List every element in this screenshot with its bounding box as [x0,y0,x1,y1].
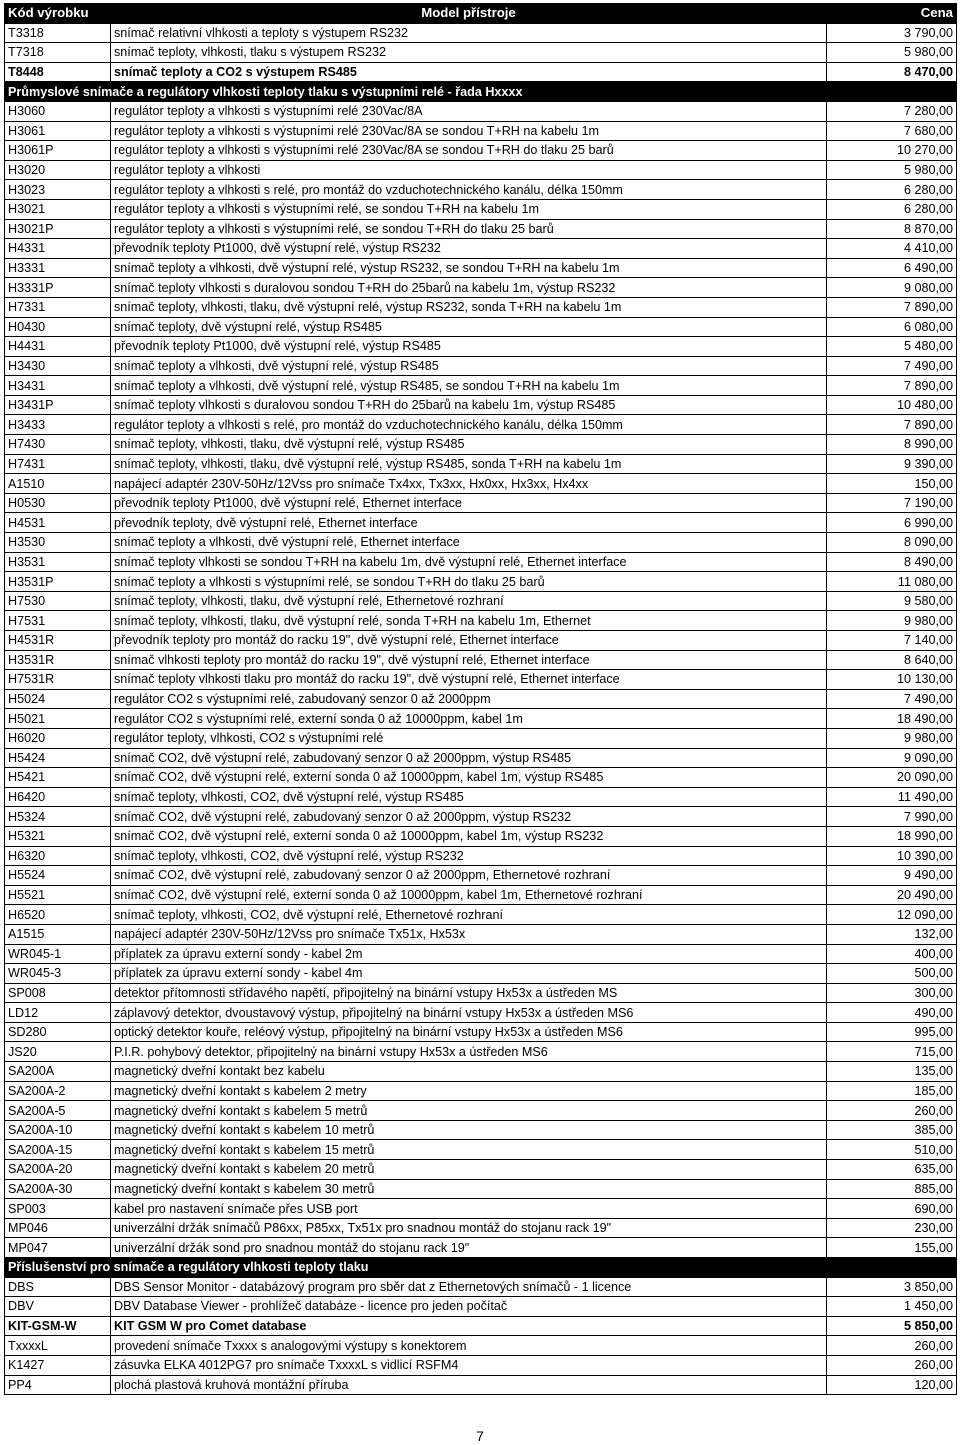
product-price: 120,00 [827,1375,957,1395]
product-description: snímač teploty, vlhkosti, CO2, dvě výstupní relé, výstup RS485 [111,787,827,807]
product-price: 400,00 [827,944,957,964]
product-description: magnetický dveřní kontakt s kabelem 15 metrů [111,1140,827,1160]
table-row [5,376,957,396]
product-code: H5321 [5,826,111,846]
product-code: PP4 [5,1375,111,1395]
product-code: H6320 [5,846,111,866]
product-description: KIT GSM W pro Comet database [111,1316,827,1336]
product-description: snímač teploty a vlhkosti, dvě výstupní relé, výstup RS232, se sondou T+RH na kabelu 1m [111,258,827,278]
product-code: H3020 [5,160,111,180]
product-code: DBS [5,1277,111,1297]
product-price: 8 490,00 [827,552,957,572]
product-description: regulátor CO2 s výstupními relé, zabudovaný senzor 0 až 2000ppm [111,689,827,709]
product-description: převodník teploty, dvě výstupní relé, Ethernet interface [111,513,827,533]
product-code: SA200A-20 [5,1160,111,1180]
table-row [5,219,957,239]
product-price: 135,00 [827,1062,957,1082]
product-code: H5421 [5,768,111,788]
product-description: regulátor teploty a vlhkosti s výstupními relé, se sondou T+RH na kabelu 1m [111,199,827,219]
product-description: snímač teploty vlhkosti se sondou T+RH na kabelu 1m, dvě výstupní relé, Ethernet interface [111,552,827,572]
product-description: magnetický dveřní kontakt s kabelem 20 metrů [111,1160,827,1180]
product-code: T3318 [5,23,111,43]
table-row [5,160,957,180]
product-price: 11 080,00 [827,572,957,592]
product-description: snímač CO2, dvě výstupní relé, zabudovaný senzor 0 až 2000ppm, výstup RS485 [111,748,827,768]
product-code: H3431 [5,376,111,396]
product-code: H7331 [5,297,111,317]
table-row [5,1336,957,1356]
product-code: H6420 [5,787,111,807]
product-code: SD280 [5,1022,111,1042]
product-price: 18 490,00 [827,709,957,729]
product-code: H6520 [5,905,111,925]
page-number: 7 [476,1428,484,1444]
product-description: snímač teploty vlhkosti tlaku pro montáž do racku 19", dvě výstupní relé, Ethernet interface [111,670,827,690]
product-price: 10 480,00 [827,395,957,415]
product-code: SA200A-2 [5,1081,111,1101]
product-description: regulátor teploty a vlhkosti s relé, pro montáž do vzduchotechnického kanálu, délka 150mm [111,180,827,200]
product-price: 12 090,00 [827,905,957,925]
product-code: DBV [5,1297,111,1317]
product-price: 8 640,00 [827,650,957,670]
table-row [5,826,957,846]
product-code: H3531R [5,650,111,670]
product-code: H7530 [5,591,111,611]
price-list-table [4,3,957,1395]
table-row [5,435,957,455]
product-code: SA200A [5,1062,111,1082]
product-description: regulátor teploty a vlhkosti s výstupními relé 230Vac/8A [111,101,827,121]
product-price: 5 980,00 [827,43,957,63]
table-row [5,728,957,748]
table-row [5,787,957,807]
product-code: H3531P [5,572,111,592]
product-description: regulátor teploty a vlhkosti s výstupními relé 230Vac/8A se sondou T+RH do tlaku 25 barů [111,141,827,161]
product-description: snímač CO2, dvě výstupní relé, externí sonda 0 až 10000ppm, kabel 1m, výstup RS485 [111,768,827,788]
product-code: H7531R [5,670,111,690]
product-description: magnetický dveřní kontakt s kabelem 30 metrů [111,1179,827,1199]
table-row [5,1277,957,1297]
product-code: H3060 [5,101,111,121]
product-code: KIT-GSM-W [5,1316,111,1336]
product-price: 5 850,00 [827,1316,957,1336]
product-description: napájecí adaptér 230V-50Hz/12Vss pro snímače Tx51x, Hx53x [111,924,827,944]
product-description: magnetický dveřní kontakt s kabelem 5 metrů [111,1101,827,1121]
product-price: 500,00 [827,964,957,984]
product-code: H5024 [5,689,111,709]
product-code: H5324 [5,807,111,827]
product-price: 6 280,00 [827,180,957,200]
product-price: 8 990,00 [827,435,957,455]
section-title: Průmyslové snímače a regulátory vlhkosti teploty tlaku s výstupními relé - řada Hxxxx [5,82,957,102]
table-row [5,709,957,729]
product-code: H3431P [5,395,111,415]
table-row [5,493,957,513]
product-price: 885,00 [827,1179,957,1199]
product-price: 185,00 [827,1081,957,1101]
table-row [5,533,957,553]
table-row [5,62,957,82]
product-price: 155,00 [827,1238,957,1258]
product-price: 3 850,00 [827,1277,957,1297]
product-description: plochá plastová kruhová montážní příruba [111,1375,827,1395]
product-price: 7 490,00 [827,689,957,709]
product-code: T8448 [5,62,111,82]
product-description: snímač teploty a vlhkosti, dvě výstupní relé, výstup RS485, se sondou T+RH na kabelu 1m [111,376,827,396]
product-price: 5 980,00 [827,160,957,180]
product-price: 7 890,00 [827,376,957,396]
product-description: převodník teploty pro montáž do racku 19", dvě výstupní relé, Ethernet interface [111,631,827,651]
product-price: 9 090,00 [827,748,957,768]
table-row [5,474,957,494]
table-row [5,983,957,1003]
product-description: snímač teploty, vlhkosti, CO2, dvě výstupní relé, výstup RS232 [111,846,827,866]
product-description: snímač teploty, dvě výstupní relé, výstup RS485 [111,317,827,337]
table-row [5,689,957,709]
product-description: snímač teploty, vlhkosti, tlaku, dvě výstupní relé, sonda T+RH na kabelu 1m, Ethernet [111,611,827,631]
product-price: 8 870,00 [827,219,957,239]
product-description: snímač teploty, vlhkosti, tlaku, dvě výstupní relé, Ethernetové rozhraní [111,591,827,611]
product-code: H3061P [5,141,111,161]
table-row [5,297,957,317]
product-code: H3021 [5,199,111,219]
product-code: H6020 [5,728,111,748]
table-row [5,1199,957,1219]
product-code: H4531R [5,631,111,651]
product-code: H4531 [5,513,111,533]
table-row [5,356,957,376]
product-description: regulátor teploty a vlhkosti s výstupními relé, se sondou T+RH do tlaku 25 barů [111,219,827,239]
product-description: provedení snímače Txxxx s analogovými výstupy s konektorem [111,1336,827,1356]
table-row [5,43,957,63]
product-description: snímač CO2, dvě výstupní relé, zabudovaný senzor 0 až 2000ppm, Ethernetové rozhraní [111,866,827,886]
product-code: H5424 [5,748,111,768]
table-row [5,1297,957,1317]
product-code: MP046 [5,1218,111,1238]
table-row [5,101,957,121]
product-price: 150,00 [827,474,957,494]
product-code: H5021 [5,709,111,729]
product-code: H3023 [5,180,111,200]
product-description: snímač teploty, vlhkosti, tlaku, dvě výstupní relé, výstup RS485 [111,435,827,455]
product-price: 385,00 [827,1120,957,1140]
table-row [5,1140,957,1160]
table-row [5,1081,957,1101]
product-description: snímač vlhkosti teploty pro montáž do racku 19", dvě výstupní relé, Ethernet interface [111,650,827,670]
product-price: 9 580,00 [827,591,957,611]
header-model: Model přístroje [111,4,827,24]
product-price: 7 890,00 [827,297,957,317]
product-price: 7 190,00 [827,493,957,513]
table-row [5,670,957,690]
product-description: optický detektor kouře, reléový výstup, připojitelný na binární vstupy Hx53x a ústředen MS6 [111,1022,827,1042]
product-price: 9 080,00 [827,278,957,298]
product-price: 8 090,00 [827,533,957,553]
table-row [5,905,957,925]
product-code: MP047 [5,1238,111,1258]
product-code: H0430 [5,317,111,337]
product-description: univerzální držák sond pro snadnou montáž do stojanu rack 19" [111,1238,827,1258]
table-row [5,180,957,200]
table-row [5,337,957,357]
product-code: H3433 [5,415,111,435]
table-row [5,1238,957,1258]
product-description: příplatek za úpravu externí sondy - kabel 4m [111,964,827,984]
product-description: snímač CO2, dvě výstupní relé, externí sonda 0 až 10000ppm, kabel 1m, výstup RS232 [111,826,827,846]
product-price: 3 790,00 [827,23,957,43]
product-description: magnetický dveřní kontakt s kabelem 10 metrů [111,1120,827,1140]
product-code: SP003 [5,1199,111,1219]
product-price: 260,00 [827,1355,957,1375]
product-price: 18 990,00 [827,826,957,846]
table-row [5,1022,957,1042]
table-row [5,415,957,435]
product-price: 7 890,00 [827,415,957,435]
product-price: 7 140,00 [827,631,957,651]
product-description: zásuvka ELKA 4012PG7 pro snímače TxxxxL s vidlicí RSFM4 [111,1355,827,1375]
product-code: H7531 [5,611,111,631]
product-price: 635,00 [827,1160,957,1180]
product-price: 9 390,00 [827,454,957,474]
product-price: 7 280,00 [827,101,957,121]
product-price: 20 090,00 [827,768,957,788]
product-description: příplatek za úpravu externí sondy - kabel 2m [111,944,827,964]
product-price: 10 130,00 [827,670,957,690]
table-row [5,121,957,141]
product-code: T7318 [5,43,111,63]
product-code: H3430 [5,356,111,376]
section-title: Příslušenství pro snímače a regulátory vlhkosti teploty tlaku [5,1258,957,1278]
product-price: 11 490,00 [827,787,957,807]
product-description: P.I.R. pohybový detektor, připojitelný na binární vstupy Hx53x a ústředen MS6 [111,1042,827,1062]
product-price: 9 490,00 [827,866,957,886]
product-price: 20 490,00 [827,885,957,905]
product-code: SA200A-10 [5,1120,111,1140]
product-price: 9 980,00 [827,728,957,748]
product-price: 6 490,00 [827,258,957,278]
product-code: H3331P [5,278,111,298]
product-code: K1427 [5,1355,111,1375]
header-code: Kód výrobku [5,4,111,24]
product-code: H3530 [5,533,111,553]
product-price: 8 470,00 [827,62,957,82]
product-price: 260,00 [827,1101,957,1121]
product-price: 6 080,00 [827,317,957,337]
product-description: magnetický dveřní kontakt bez kabelu [111,1062,827,1082]
product-price: 6 280,00 [827,199,957,219]
product-code: H3331 [5,258,111,278]
product-code: H5521 [5,885,111,905]
table-row [5,454,957,474]
product-price: 4 410,00 [827,239,957,259]
table-row [5,1355,957,1375]
product-description: záplavový detektor, dvoustavový výstup, připojitelný na binární vstupy Hx53x a ústředen MS6 [111,1003,827,1023]
product-code: H0530 [5,493,111,513]
product-price: 995,00 [827,1022,957,1042]
product-price: 7 680,00 [827,121,957,141]
table-row [5,1042,957,1062]
product-price: 5 480,00 [827,337,957,357]
product-description: regulátor CO2 s výstupními relé, externí sonda 0 až 10000ppm, kabel 1m [111,709,827,729]
product-description: snímač teploty a CO2 s výstupem RS485 [111,62,827,82]
product-price: 10 390,00 [827,846,957,866]
table-row [5,552,957,572]
table-row [5,1003,957,1023]
product-description: převodník teploty Pt1000, dvě výstupní relé, výstup RS232 [111,239,827,259]
product-code: WR045-3 [5,964,111,984]
product-code: H3531 [5,552,111,572]
table-row [5,591,957,611]
product-code: SP008 [5,983,111,1003]
table-body [5,23,957,1395]
product-code: TxxxxL [5,1336,111,1356]
product-description: DBS Sensor Monitor - databázový program pro sběr dat z Ethernetových snímačů - 1 licence [111,1277,827,1297]
product-description: regulátor teploty, vlhkosti, CO2 s výstupními relé [111,728,827,748]
product-description: DBV Database Viewer - prohlížeč databáze - licence pro jeden počítač [111,1297,827,1317]
product-description: snímač relativní vlhkosti a teploty s výstupem RS232 [111,23,827,43]
product-code: H7430 [5,435,111,455]
product-description: snímač teploty, vlhkosti, tlaku, dvě výstupní relé, výstup RS485, sonda T+RH na kabelu 1m [111,454,827,474]
product-code: H3061 [5,121,111,141]
product-price: 490,00 [827,1003,957,1023]
product-price: 300,00 [827,983,957,1003]
table-row [5,1179,957,1199]
table-row [5,141,957,161]
product-price: 230,00 [827,1218,957,1238]
product-code: WR045-1 [5,944,111,964]
table-row [5,1062,957,1082]
product-price: 510,00 [827,1140,957,1160]
table-row [5,199,957,219]
product-code: H4431 [5,337,111,357]
product-description: snímač teploty vlhkosti s duralovou sondou T+RH do 25barů na kabelu 1m, výstup RS485 [111,395,827,415]
table-row [5,1101,957,1121]
product-description: snímač teploty a vlhkosti s výstupními relé, se sondou T+RH do tlaku 25 barů [111,572,827,592]
table-row [5,317,957,337]
product-code: H4331 [5,239,111,259]
product-description: regulátor teploty a vlhkosti [111,160,827,180]
product-code: H5524 [5,866,111,886]
product-description: snímač CO2, dvě výstupní relé, externí sonda 0 až 10000ppm, kabel 1m, Ethernetové rozhraní [111,885,827,905]
product-description: snímač CO2, dvě výstupní relé, zabudovaný senzor 0 až 2000ppm, výstup RS232 [111,807,827,827]
table-row [5,1316,957,1336]
product-price: 1 450,00 [827,1297,957,1317]
product-description: regulátor teploty a vlhkosti s výstupními relé 230Vac/8A se sondou T+RH na kabelu 1m [111,121,827,141]
product-description: regulátor teploty a vlhkosti s relé, pro montáž do vzduchotechnického kanálu, délka 150mm [111,415,827,435]
table-row [5,611,957,631]
table-row [5,23,957,43]
product-price: 6 990,00 [827,513,957,533]
product-code: A1515 [5,924,111,944]
product-description: napájecí adaptér 230V-50Hz/12Vss pro snímače Tx4xx, Tx3xx, Hx0xx, Hx3xx, Hx4xx [111,474,827,494]
product-code: SA200A-5 [5,1101,111,1121]
product-description: detektor přítomnosti střídavého napětí, připojitelný na binární vstupy Hx53x a ústředen MS [111,983,827,1003]
product-description: univerzální držák snímačů P86xx, P85xx, Tx51x pro snadnou montáž do stojanu rack 19" [111,1218,827,1238]
table-row [5,258,957,278]
table-row [5,807,957,827]
table-row [5,1218,957,1238]
table-row [5,631,957,651]
product-code: H7431 [5,454,111,474]
table-row [5,885,957,905]
product-description: převodník teploty Pt1000, dvě výstupní relé, výstup RS485 [111,337,827,357]
product-price: 10 270,00 [827,141,957,161]
product-price: 7 490,00 [827,356,957,376]
product-price: 260,00 [827,1336,957,1356]
table-header-row [5,4,957,24]
product-description: snímač teploty, vlhkosti, tlaku, dvě výstupní relé, výstup RS232, sonda T+RH na kabelu 1m [111,297,827,317]
product-description: magnetický dveřní kontakt s kabelem 2 metry [111,1081,827,1101]
table-row [5,944,957,964]
product-description: snímač teploty a vlhkosti, dvě výstupní relé, výstup RS485 [111,356,827,376]
product-description: snímač teploty, vlhkosti, CO2, dvě výstupní relé, Ethernetové rozhraní [111,905,827,925]
product-price: 715,00 [827,1042,957,1062]
table-row [5,1160,957,1180]
product-description: kabel pro nastavení snímače přes USB port [111,1199,827,1219]
product-description: převodník teploty Pt1000, dvě výstupní relé, Ethernet interface [111,493,827,513]
table-row [5,866,957,886]
product-price: 9 980,00 [827,611,957,631]
product-description: snímač teploty vlhkosti s duralovou sondou T+RH do 25barů na kabelu 1m, výstup RS232 [111,278,827,298]
table-row [5,650,957,670]
table-row [5,1120,957,1140]
table-row [5,1375,957,1395]
table-row [5,748,957,768]
section-header-row [5,1258,957,1278]
header-price: Cena [827,4,957,24]
product-code: A1510 [5,474,111,494]
product-code: LD12 [5,1003,111,1023]
section-header-row [5,82,957,102]
product-price: 690,00 [827,1199,957,1219]
product-code: SA200A-30 [5,1179,111,1199]
product-code: JS20 [5,1042,111,1062]
product-description: snímač teploty a vlhkosti, dvě výstupní relé, Ethernet interface [111,533,827,553]
table-row [5,278,957,298]
table-row [5,239,957,259]
table-row [5,572,957,592]
table-row [5,395,957,415]
product-code: SA200A-15 [5,1140,111,1160]
table-row [5,964,957,984]
table-row [5,924,957,944]
table-row [5,846,957,866]
product-code: H3021P [5,219,111,239]
table-row [5,513,957,533]
table-row [5,768,957,788]
product-description: snímač teploty, vlhkosti, tlaku s výstupem RS232 [111,43,827,63]
product-price: 7 990,00 [827,807,957,827]
product-price: 132,00 [827,924,957,944]
